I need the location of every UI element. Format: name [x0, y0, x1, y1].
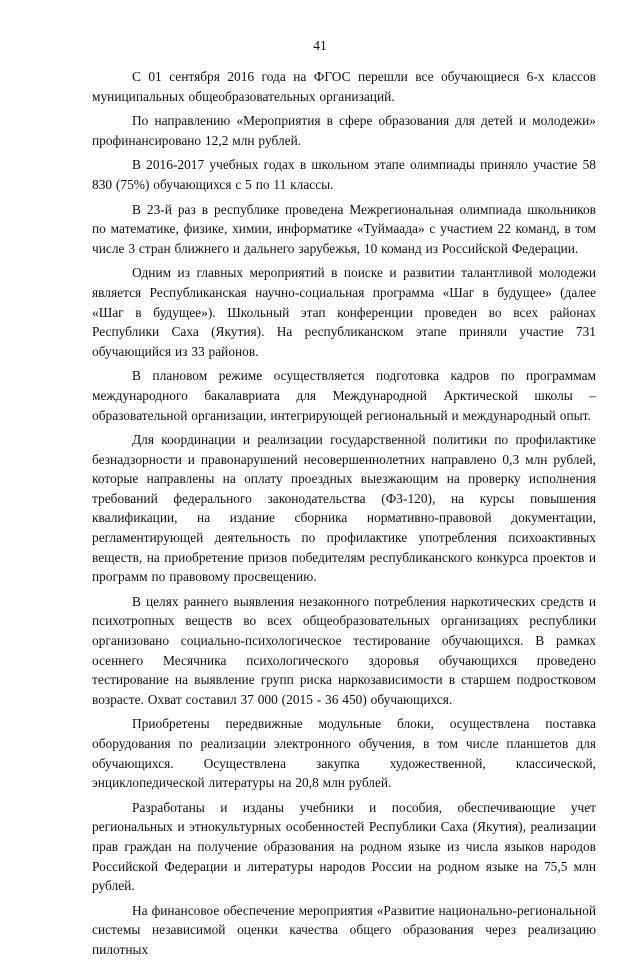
paragraph-drug-testing: В целях раннего выявления незаконного потребления наркотических средств и психотропных веществ во всех общеобразовательных организациях республики организовано социально-психологическое тестирование обучающихся. В рамках осеннего Месячника психологического здоровья обучающихся проведено тестирование на выявление групп риска наркозависимости в старшем подростковом возрасте. Охват составил 37 000 (2015 - 36 450) обучающихся.	[92, 593, 596, 707]
paragraph-assessment-system: На финансовое обеспечение мероприятия «Развитие национально-региональной системы независимой оценки качества общего образования через реализацию пилотных	[92, 902, 596, 957]
paragraph-equipment-purchase: Приобретены передвижные модульные блоки, осуществлена поставка оборудования по реализации электронного обучения, в том числе планшетов для обучающихся. Осуществлена закупка художественной, классической, энциклопедической литературы на 20,8 млн рублей.	[92, 716, 596, 791]
page-number: 41	[313, 38, 327, 53]
paragraph-school-olympiad: В 2016-2017 учебных годах в школьном этапе олимпиады приняло участие 58 830 (75%) обучающихся с 5 по 11 классы.	[92, 157, 596, 192]
paragraph-textbooks: Разработаны и изданы учебники и пособия, обеспечивающие учет региональных и этнокультурных особенностей Республики Саха (Якутия), реализации прав граждан на получение образования на родном языке из числа языков народов Российской Федерации и литературы народов России на родном языке на 75,5 млн рублей.	[92, 799, 596, 894]
paragraph-arctic-school: В плановом режиме осуществляется подготовка кадров по программам международного бакалавриата для Международной Арктической школы – образовательной организации, интегрирующей региональный и международный опыт.	[92, 368, 596, 423]
paragraph-fgos-transition: С 01 сентября 2016 года на ФГОС перешли все обучающиеся 6-х классов муниципальных общеобразовательных организаций.	[92, 69, 596, 104]
paragraph-step-into-future: Одним из главных мероприятий в поиске и развитии талантливой молодежи является Республиканская научно-социальная программа «Шаг в будущее» (далее «Шаг в будущее»). Школьный этап конференции проведен во всех районах Республики Саха (Якутия). На республиканском этапе приняли участие 731 обучающийся из 33 районов.	[92, 265, 596, 359]
paragraph-delinquency-prevention: Для координации и реализации государственной политики по профилактике безнадзорности и правонарушений несовершеннолетних направлено 0,3 млн рублей, которые направлены на оплату проездных выезжающим на проверку исполнения требований федерального законодательства (ФЗ-120), на курсы повышения квалификации, на издание сборника нормативно-правовой документации, регламентирующей деятельность по профилактике употребления психоактивных веществ, на приобретение призов победителям республиканского конкурса проектов и программ по правовому просвещению.	[92, 432, 596, 585]
paragraph-youth-events-funding: По направлению «Мероприятия в сфере образования для детей и молодежи» профинансировано 12,2 млн рублей.	[92, 113, 596, 148]
paragraph-tuymaada-olympiad: В 23-й раз в республике проведена Межрегиональная олимпиада школьников по математике, физике, химии, информатике «Туймаада» с участием 22 команд, в том числе 3 стран ближнего и дальнего зарубежья, 10 команд из Российской Федерации.	[92, 201, 596, 256]
body-text	[92, 67, 596, 965]
